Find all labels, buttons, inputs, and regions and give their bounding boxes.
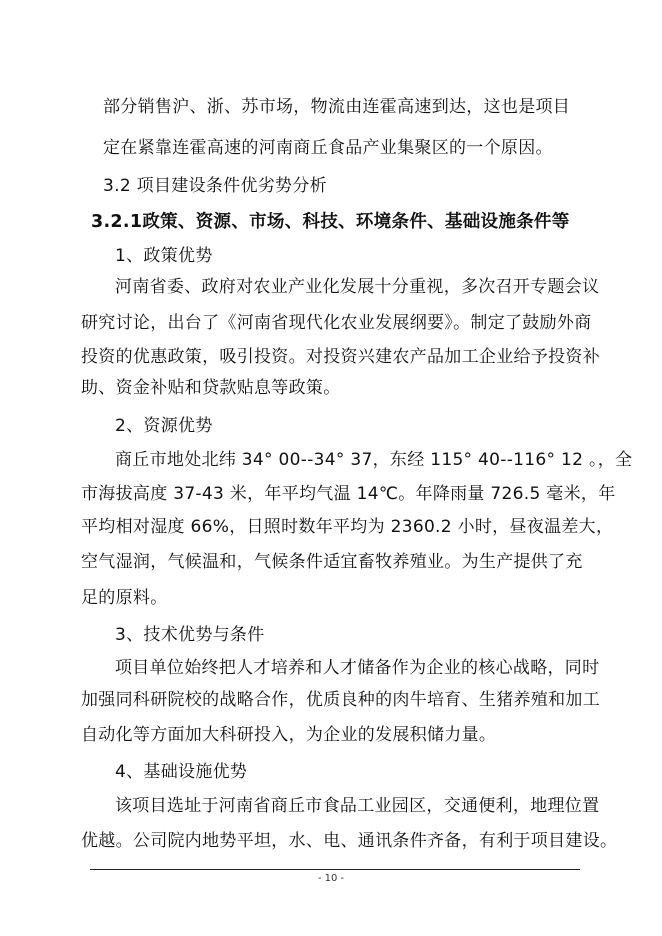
text-line: 项目单位始终把人才培养和人才储备作为企业的核心战略，同时	[115, 658, 600, 678]
text-line: 加强同科研院校的战略合作，优质良种的肉牛培育、生猪养殖和加工	[81, 690, 600, 710]
subsection-heading: 3.2.1政策、资源、市场、科技、环境条件、基础设施条件等	[91, 212, 570, 232]
section-heading: 3.2 项目建设条件优劣势分析	[103, 176, 327, 196]
text-line: 商丘市地处北纬 34° 00--34° 37，东经 115° 40--116° 12 。，全	[115, 450, 633, 470]
text-line: 研究讨论，出台了《河南省现代化农业发展纲要》。制定了鼓励外商	[81, 313, 592, 333]
item-heading-infrastructure: 4、基础设施优势	[115, 762, 248, 782]
page-number: - 10 -	[317, 873, 345, 884]
text-line: 助、资金补贴和贷款贴息等政策。	[81, 378, 341, 398]
text-line: 部分销售沪、浙、苏市场，物流由连霍高速到达，这也是项目	[103, 97, 571, 117]
text-line: 空气湿润，气候温和，气候条件适宜畜牧养殖业。为生产提供了充	[81, 552, 583, 572]
text-line: 优越。公司院内地势平坦，水、电、通讯条件齐备，有利于项目建设。	[81, 831, 618, 851]
item-heading-resources: 2、资源优势	[115, 416, 213, 436]
text-line: 足的原料。	[81, 588, 168, 608]
text-line: 平均相对湿度 66%，日照时数年平均为 2360.2 小时，昼夜温差大，	[81, 517, 614, 537]
text-line: 自动化等方面加大科研投入，为企业的发展积储力量。	[81, 725, 497, 745]
text-line: 投资的优惠政策，吸引投资。对投资兴建农产品加工企业给予投资补	[81, 347, 600, 367]
text-line: 河南省委、政府对农业产业化发展十分重视，多次召开专题会议	[115, 277, 600, 297]
item-heading-policy: 1、政策优势	[115, 246, 213, 266]
item-heading-technology: 3、技术优势与条件	[115, 625, 265, 645]
text-line: 定在紧靠连霍高速的河南商丘食品产业集聚区的一个原因。	[103, 138, 553, 158]
text-line: 该项目选址于河南省商丘市食品工业园区，交通便利，地理位置	[115, 796, 600, 816]
footer-divider	[90, 869, 580, 870]
text-line: 市海拔高度 37-43 米，年平均气温 14℃。年降雨量 726.5 毫米，年	[81, 484, 616, 504]
